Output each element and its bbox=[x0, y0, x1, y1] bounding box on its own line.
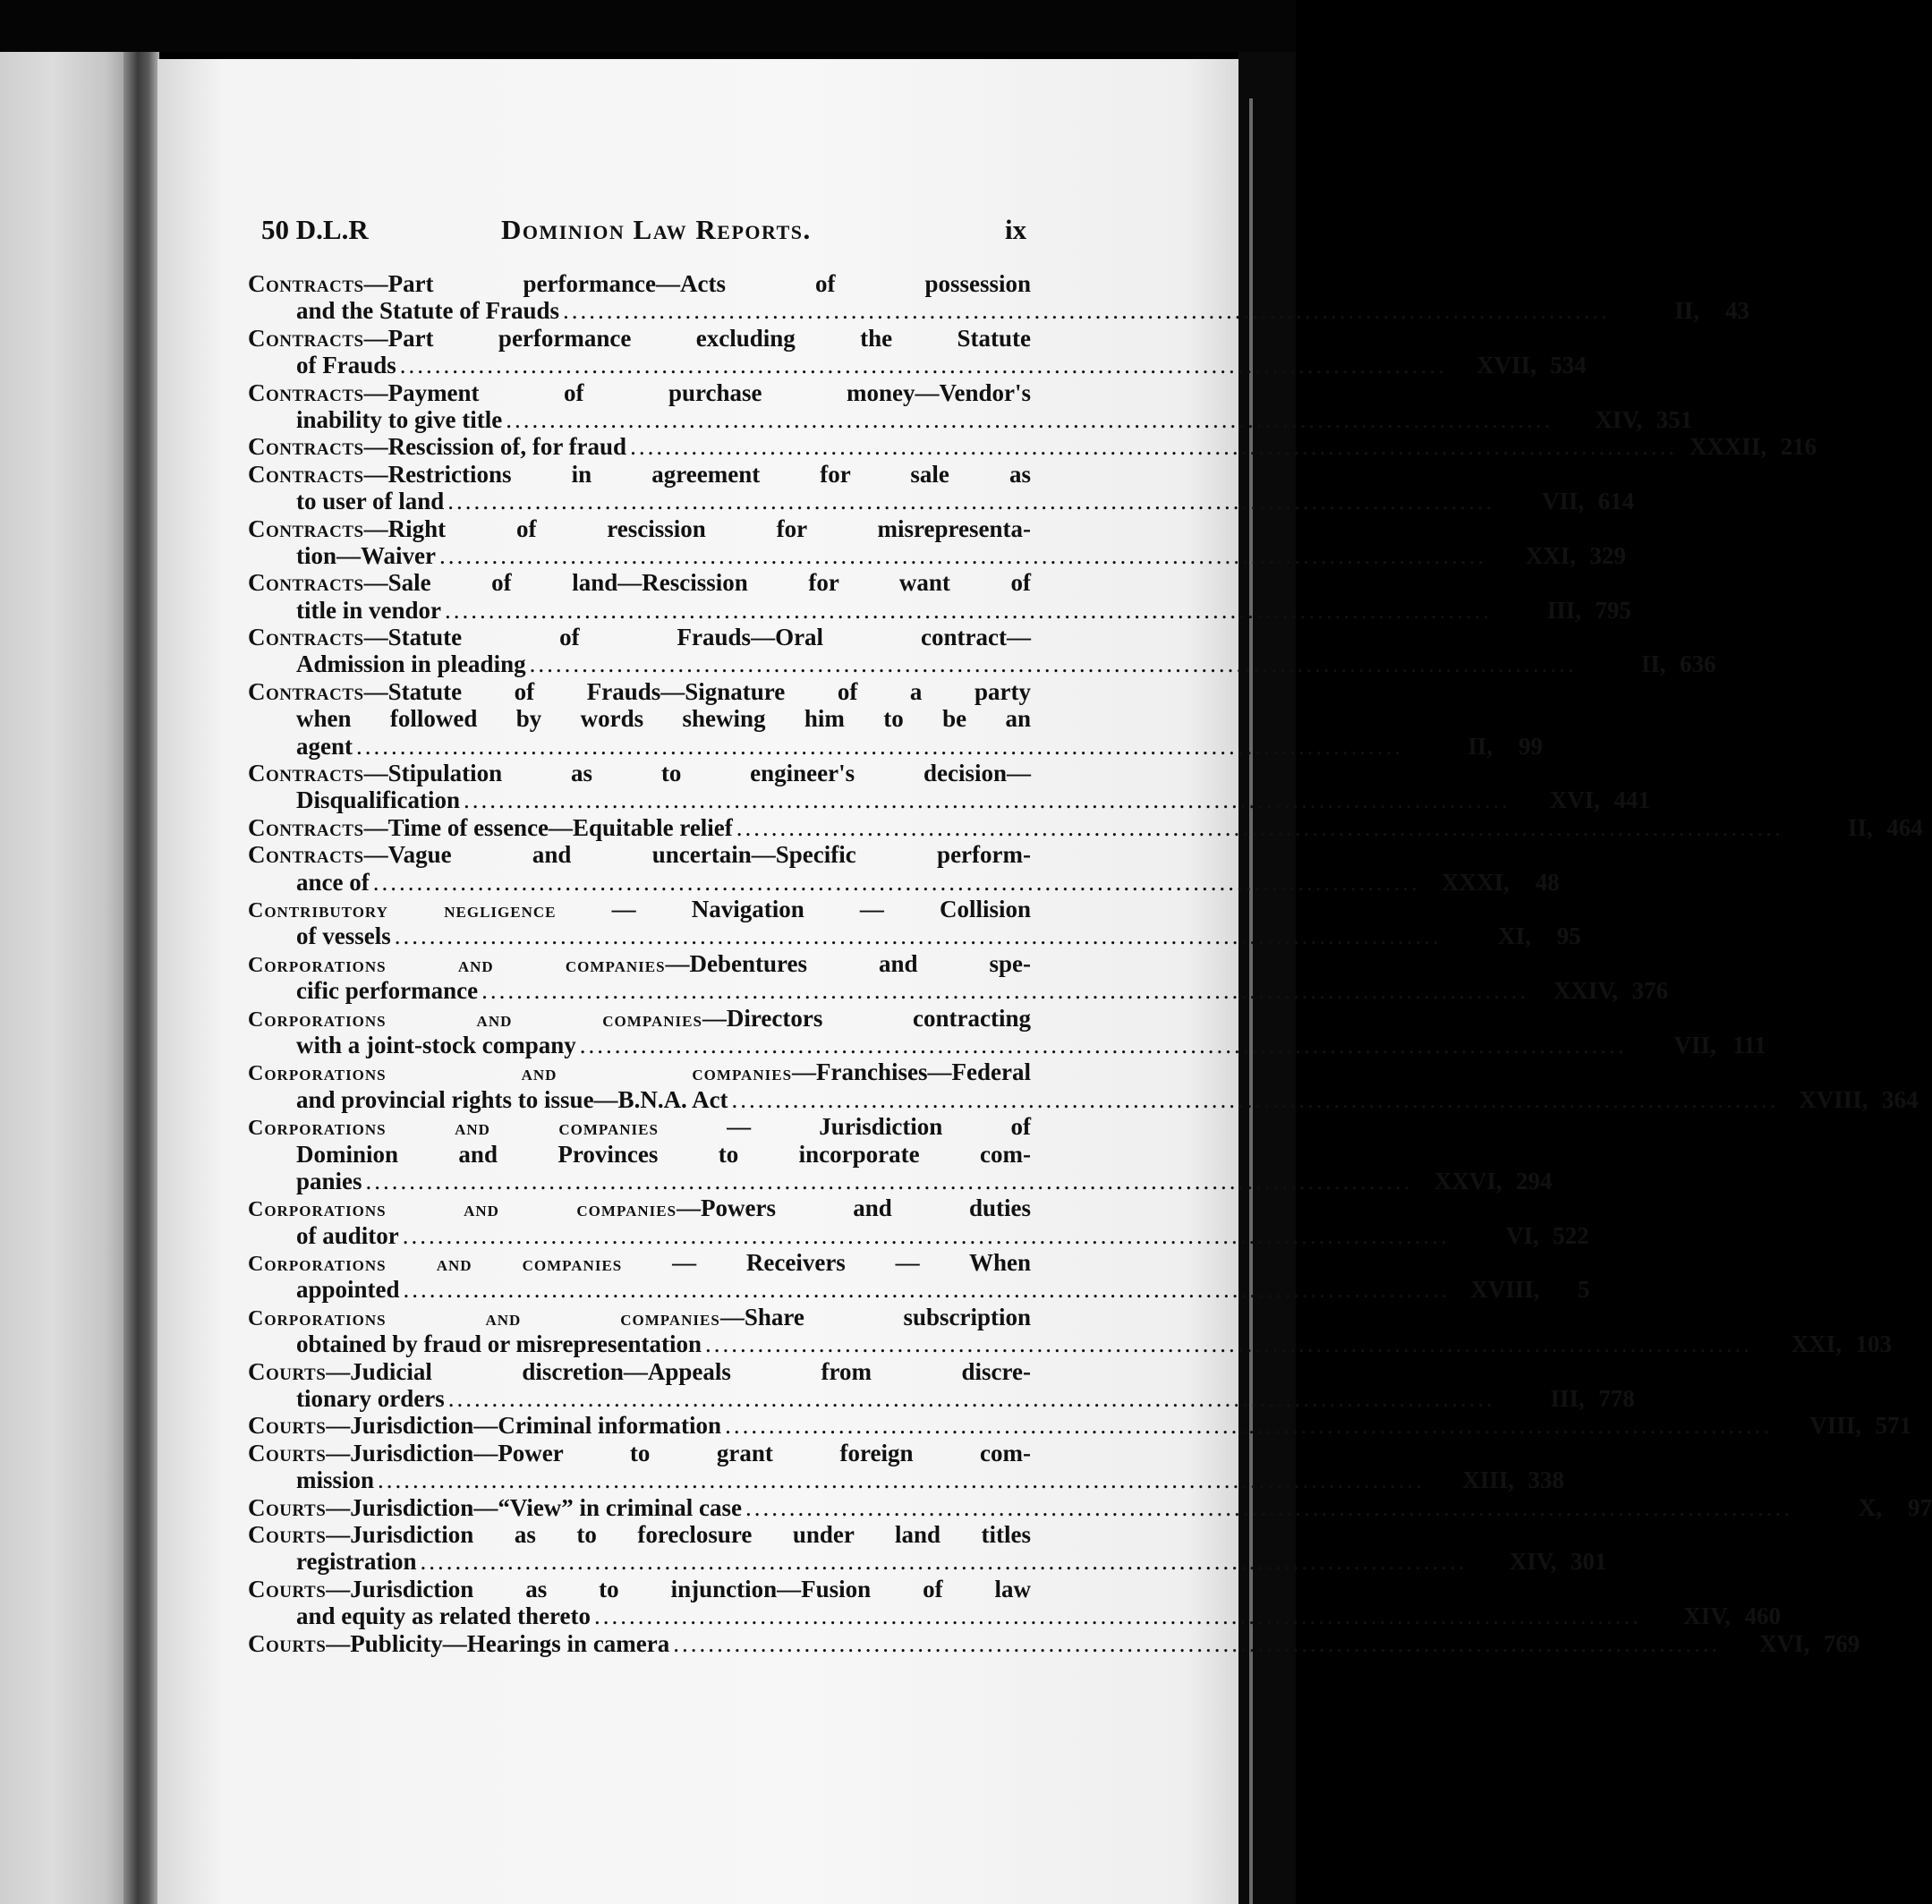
citation bbox=[1495, 597, 1631, 624]
entry-subject: of auditor bbox=[296, 1221, 399, 1249]
entry-text bbox=[296, 1548, 416, 1575]
entry-line bbox=[248, 760, 1031, 786]
entry-line bbox=[248, 1358, 1031, 1385]
entry-heading: Contracts bbox=[248, 378, 364, 406]
citation bbox=[1681, 433, 1817, 460]
index-entry bbox=[248, 1493, 1932, 1521]
facing-page-edge bbox=[0, 52, 132, 1904]
index-entry bbox=[248, 1303, 1893, 1358]
entry-line bbox=[248, 1412, 1912, 1440]
entry-line bbox=[248, 841, 1031, 868]
citation bbox=[1580, 650, 1716, 677]
entry-subject: ance of bbox=[296, 868, 370, 896]
entry-line bbox=[248, 1466, 1565, 1494]
entry-line bbox=[248, 1221, 1589, 1249]
entry-heading: Contracts bbox=[248, 813, 364, 841]
entry-line bbox=[248, 732, 1543, 760]
entry-line bbox=[248, 624, 1031, 650]
citation-page: 464 bbox=[1886, 813, 1923, 841]
entry-text bbox=[296, 786, 460, 813]
entry-line bbox=[248, 977, 1669, 1005]
entry-line bbox=[248, 1304, 1031, 1330]
running-head-volume: 50 D.L.R bbox=[261, 214, 369, 245]
entry-subject: Admission in pleading bbox=[296, 650, 526, 678]
entry-subject: inability to give title bbox=[296, 405, 503, 433]
entry-subject: title in vendor bbox=[296, 596, 441, 624]
citation-page: 294 bbox=[1516, 1167, 1553, 1194]
entry-subject: mission bbox=[296, 1466, 375, 1494]
citation bbox=[1783, 1086, 1919, 1113]
entry-heading: Corporations and companies bbox=[248, 1253, 623, 1277]
entry-line bbox=[248, 433, 1817, 461]
entry-subject: —Directors contracting bbox=[702, 1004, 1031, 1032]
entry-subject: —Time of essence—Equitable relief bbox=[363, 813, 733, 841]
index-entry bbox=[248, 270, 1750, 325]
citation-volume: VI, bbox=[1505, 1221, 1539, 1249]
citation-volume: XVIII, bbox=[1799, 1085, 1868, 1113]
citation-page: 216 bbox=[1780, 433, 1817, 461]
citation bbox=[1645, 1602, 1781, 1629]
entry-line bbox=[248, 650, 1716, 678]
index-entry bbox=[248, 1194, 1589, 1249]
entry-line bbox=[248, 515, 1031, 542]
citation bbox=[1499, 1385, 1635, 1412]
entry-text bbox=[296, 488, 444, 514]
entry-heading: Contracts bbox=[248, 677, 364, 705]
page-number: ix bbox=[1005, 214, 1027, 245]
running-head-title: Dominion Law Reports. bbox=[501, 214, 812, 245]
citation-volume: II, bbox=[1640, 650, 1666, 678]
entry-subject: — Receivers — When bbox=[622, 1249, 1031, 1277]
citation-page: 769 bbox=[1823, 1629, 1860, 1657]
entry-text bbox=[296, 650, 526, 677]
index-entry bbox=[248, 1520, 1607, 1576]
citation-volume: XVIII, bbox=[1470, 1276, 1540, 1304]
entry-text bbox=[296, 352, 396, 378]
entry-heading: Courts bbox=[248, 1412, 327, 1440]
entry-line bbox=[248, 1276, 1590, 1304]
index-entry bbox=[248, 895, 1581, 950]
entry-heading: Corporations and companies bbox=[248, 1306, 720, 1330]
entry-line bbox=[248, 1440, 1031, 1466]
entry-subject: registration bbox=[296, 1548, 417, 1576]
citation-volume: XXXI, bbox=[1441, 868, 1510, 896]
dot-leader: ........................................................................................................................ bbox=[673, 1629, 1721, 1657]
entry-heading: Corporations and companies bbox=[248, 1117, 659, 1141]
index-entry bbox=[248, 1113, 1553, 1194]
entry-text bbox=[296, 597, 441, 624]
dot-leader: ........................................................................................................................ bbox=[378, 1466, 1426, 1494]
entry-line bbox=[248, 1385, 1635, 1413]
citation bbox=[1454, 1276, 1590, 1303]
index-entry bbox=[248, 1439, 1565, 1494]
citation bbox=[1417, 1168, 1553, 1194]
citation-page: 571 bbox=[1875, 1412, 1912, 1440]
dot-leader: ........................................................................................................................ bbox=[464, 786, 1511, 814]
dot-leader: ........................................................................................................................ bbox=[403, 1276, 1451, 1304]
citation-volume: XIII, bbox=[1462, 1466, 1515, 1494]
entry-subject: —Vague and uncertain—Specific perform- bbox=[363, 841, 1031, 869]
entry-subject: —Powers and duties bbox=[677, 1194, 1031, 1222]
citation bbox=[1613, 297, 1749, 324]
entry-subject: — Jurisdiction of bbox=[658, 1113, 1031, 1141]
citation-page: 795 bbox=[1595, 596, 1631, 624]
citation-page: 301 bbox=[1570, 1548, 1607, 1576]
index-entry bbox=[248, 677, 1543, 760]
citation bbox=[1490, 542, 1626, 569]
citation-page: 778 bbox=[1598, 1385, 1635, 1413]
citation-page: 614 bbox=[1597, 488, 1635, 515]
index-entry bbox=[248, 813, 1923, 841]
index-entry bbox=[248, 1249, 1590, 1304]
entry-line bbox=[248, 922, 1581, 950]
citation-volume: XXI, bbox=[1525, 541, 1576, 569]
entry-line bbox=[248, 1058, 1031, 1085]
entry-text bbox=[296, 1330, 702, 1357]
citation bbox=[1514, 786, 1650, 813]
citation-volume: II, bbox=[1674, 297, 1700, 325]
citation-volume: X, bbox=[1858, 1493, 1883, 1521]
entry-text bbox=[296, 542, 436, 569]
entry-line bbox=[248, 405, 1693, 433]
entry-heading: Contracts bbox=[248, 760, 364, 787]
citation-page: 460 bbox=[1744, 1602, 1781, 1630]
citation bbox=[1451, 352, 1587, 378]
citation-volume: XVII, bbox=[1477, 352, 1536, 379]
citation-page: 636 bbox=[1680, 650, 1716, 678]
citation-volume: III, bbox=[1550, 1385, 1585, 1413]
entry-heading: Courts bbox=[248, 1629, 327, 1657]
entry-heading: Contracts bbox=[248, 624, 364, 651]
index-entry bbox=[248, 514, 1626, 570]
entry-text bbox=[296, 733, 353, 760]
entry-heading: Contracts bbox=[248, 270, 364, 297]
entry-text bbox=[248, 814, 733, 841]
citation bbox=[1630, 1032, 1766, 1058]
entry-line bbox=[248, 541, 1626, 569]
entry-heading: Courts bbox=[248, 1575, 327, 1602]
citation bbox=[1756, 1330, 1892, 1357]
entry-line bbox=[248, 297, 1750, 325]
entry-heading: Contracts bbox=[248, 569, 364, 597]
citation-volume: XXVI, bbox=[1434, 1167, 1502, 1194]
entry-subject: tionary orders bbox=[296, 1385, 445, 1413]
citation-volume: VII, bbox=[1673, 1031, 1716, 1058]
dot-leader: ........................................................................................................................ bbox=[420, 1548, 1468, 1576]
entry-line bbox=[248, 868, 1560, 896]
entry-line bbox=[248, 1085, 1919, 1113]
entry-subject: —Restrictions in agreement for sale as bbox=[363, 460, 1031, 488]
entry-subject: —Debentures and spe- bbox=[665, 949, 1032, 977]
entry-subject: —Statute of Frauds—Oral contract— bbox=[363, 624, 1031, 651]
citation bbox=[1775, 1412, 1911, 1439]
entry-heading: Corporations and companies bbox=[248, 1062, 793, 1086]
entry-text bbox=[296, 1466, 374, 1493]
entry-subject: agent bbox=[296, 732, 353, 760]
dot-leader: ........................................................................................................................ bbox=[563, 297, 1611, 325]
entry-subject: —Jurisdiction as to foreclosure under land titles bbox=[326, 1520, 1031, 1548]
index-entry bbox=[248, 841, 1560, 896]
entry-text bbox=[248, 1630, 669, 1657]
index-entry bbox=[248, 1412, 1912, 1440]
dot-leader: ........................................................................................................................ bbox=[731, 1085, 1779, 1113]
citation bbox=[1787, 814, 1923, 841]
entry-line bbox=[248, 379, 1031, 406]
index-entry bbox=[248, 378, 1693, 434]
dot-leader: ........................................................................................................................ bbox=[447, 488, 1495, 515]
entry-heading: Corporations and companies bbox=[248, 953, 666, 977]
entry-subject: —Jurisdiction—“View” in criminal case bbox=[326, 1493, 743, 1521]
citation-volume: XIV, bbox=[1509, 1548, 1557, 1576]
citation-page: 364 bbox=[1882, 1085, 1919, 1113]
entry-subject: —Judicial discretion—Appeals from discre- bbox=[326, 1357, 1031, 1385]
index-entry bbox=[248, 1629, 1860, 1657]
entry-line bbox=[248, 596, 1631, 624]
citation-volume: II, bbox=[1468, 732, 1493, 760]
index-entry bbox=[248, 1357, 1635, 1413]
entry-text bbox=[248, 1494, 742, 1521]
entry-line bbox=[248, 488, 1635, 515]
entry-line bbox=[248, 813, 1923, 841]
citation-page: 43 bbox=[1725, 297, 1750, 325]
index-entry bbox=[248, 433, 1817, 461]
citation-page: 48 bbox=[1535, 868, 1560, 896]
entry-line bbox=[248, 352, 1587, 379]
index-entry bbox=[248, 624, 1716, 678]
dot-leader: ........................................................................................................................ bbox=[579, 1031, 1627, 1058]
entry-subject: of vessels bbox=[296, 922, 391, 950]
dot-leader: ........................................................................................................................ bbox=[439, 541, 1486, 569]
entry-line bbox=[248, 950, 1031, 977]
dot-leader: ........................................................................................................................ bbox=[725, 1412, 1773, 1440]
entry-text bbox=[296, 1032, 576, 1058]
citation bbox=[1532, 977, 1668, 1004]
dot-leader: ........................................................................................................................ bbox=[447, 1385, 1495, 1413]
entry-subject: — Navigation — Collision bbox=[556, 895, 1032, 922]
citation-page: 441 bbox=[1613, 786, 1651, 814]
citation-volume: XXI, bbox=[1791, 1330, 1843, 1358]
entry-line bbox=[248, 1005, 1031, 1032]
entry-line bbox=[248, 1629, 1860, 1657]
dot-leader: ........................................................................................................................ bbox=[394, 922, 1442, 950]
index-entry bbox=[248, 760, 1651, 814]
entry-subject: appointed bbox=[296, 1276, 400, 1304]
entry-subject: —Rescission of, for fraud bbox=[363, 433, 627, 461]
entry-line bbox=[248, 1031, 1766, 1058]
entry-line bbox=[248, 325, 1031, 352]
entry-heading: Contracts bbox=[248, 514, 364, 542]
entry-subject: and equity as related thereto bbox=[296, 1602, 591, 1630]
entry-text bbox=[248, 433, 626, 460]
entry-heading: Corporations and companies bbox=[248, 1198, 677, 1222]
entry-text bbox=[296, 869, 370, 896]
entry-text bbox=[296, 297, 559, 324]
entry-line bbox=[248, 1249, 1031, 1276]
citation-page: 351 bbox=[1655, 405, 1693, 433]
entry-line bbox=[248, 1493, 1932, 1521]
citation bbox=[1556, 406, 1692, 433]
dot-leader: ........................................................................................................................ bbox=[445, 596, 1492, 624]
citation-page: 111 bbox=[1732, 1031, 1766, 1058]
entry-subject: obtained by fraud or misrepresentation bbox=[296, 1330, 702, 1358]
citation bbox=[1428, 1466, 1564, 1493]
entry-subject: —Jurisdiction as to injunction—Fusion of law bbox=[326, 1575, 1031, 1602]
entry-text bbox=[296, 406, 502, 433]
entry-line bbox=[248, 786, 1651, 814]
dot-leader: ........................................................................................................................ bbox=[402, 1221, 1450, 1249]
entry-subject: with a joint-stock company bbox=[296, 1031, 576, 1058]
citation-volume: XXIV, bbox=[1553, 977, 1619, 1005]
citation-page: 376 bbox=[1631, 977, 1669, 1005]
citation-volume: XIV, bbox=[1683, 1602, 1731, 1630]
index-entry bbox=[248, 324, 1587, 379]
index-entry bbox=[248, 1575, 1781, 1630]
entry-text bbox=[296, 922, 391, 949]
dot-leader: ........................................................................................................................ bbox=[372, 868, 1420, 896]
entry-line bbox=[248, 1141, 1031, 1168]
entry-subject: —Right of rescission for misrepresenta- bbox=[363, 514, 1031, 542]
entry-text bbox=[296, 1602, 591, 1629]
entry-line bbox=[248, 1194, 1031, 1221]
entry-line bbox=[248, 1602, 1781, 1630]
entry-heading: Corporations and companies bbox=[248, 1007, 702, 1032]
dot-leader: ........................................................................................................................ bbox=[745, 1493, 1793, 1521]
entry-subject: Disqualification bbox=[296, 786, 461, 814]
entry-text bbox=[296, 1222, 399, 1249]
entry-subject: —Statute of Frauds—Signature of a party bbox=[363, 677, 1031, 705]
index-entries bbox=[248, 270, 1932, 1657]
entry-subject: —Jurisdiction—Power to grant foreign com- bbox=[326, 1439, 1031, 1466]
entry-line bbox=[248, 1548, 1607, 1576]
citation-page: 338 bbox=[1528, 1466, 1565, 1494]
entry-subject: —Sale of land—Rescission for want of bbox=[363, 569, 1031, 597]
citation bbox=[1796, 1494, 1932, 1521]
entry-subject: tion—Waiver bbox=[296, 541, 436, 569]
citation-volume: VIII, bbox=[1809, 1412, 1862, 1440]
entry-subject: —Payment of purchase money—Vendor's bbox=[363, 378, 1031, 406]
entry-text bbox=[296, 1385, 445, 1412]
entry-line bbox=[248, 569, 1031, 596]
entry-line bbox=[248, 461, 1031, 488]
citation bbox=[1453, 1222, 1589, 1249]
citation-volume: XVI, bbox=[1549, 786, 1601, 814]
citation-page: 95 bbox=[1556, 922, 1581, 950]
entry-subject: cific performance bbox=[296, 977, 479, 1005]
citation-page: 97 bbox=[1908, 1493, 1932, 1521]
entry-line bbox=[248, 1576, 1031, 1602]
entry-heading: Contracts bbox=[248, 324, 364, 352]
citation bbox=[1470, 1548, 1606, 1575]
citation bbox=[1723, 1630, 1860, 1657]
index-entry bbox=[248, 1058, 1919, 1113]
dot-leader: ........................................................................................................................ bbox=[529, 650, 1577, 678]
book-gutter bbox=[123, 52, 159, 1904]
dot-leader: ........................................................................................................................ bbox=[630, 433, 1678, 461]
entry-subject: panies bbox=[296, 1167, 362, 1194]
entry-heading: Courts bbox=[248, 1439, 327, 1466]
dot-leader: ........................................................................................................................ bbox=[481, 977, 1529, 1005]
index-entry bbox=[248, 949, 1669, 1005]
scan-border-top bbox=[0, 0, 1296, 52]
entry-subject: when followed by words shewing him to be an bbox=[296, 705, 1031, 733]
entry-subject: —Jurisdiction—Criminal information bbox=[326, 1412, 722, 1440]
entry-subject: —Part performance excluding the Statute bbox=[363, 324, 1031, 352]
entry-text bbox=[296, 1168, 362, 1194]
entry-subject: —Publicity—Hearings in camera bbox=[326, 1629, 670, 1657]
entry-line bbox=[248, 1330, 1893, 1358]
dot-leader: ........................................................................................................................ bbox=[506, 405, 1553, 433]
citation-volume: VII, bbox=[1542, 488, 1585, 515]
entry-subject: —Part performance—Acts of possession bbox=[363, 270, 1031, 297]
citation-page: 103 bbox=[1855, 1330, 1893, 1358]
entry-text bbox=[296, 1276, 400, 1303]
entry-subject: —Share subscription bbox=[719, 1303, 1031, 1330]
citation-volume: III, bbox=[1546, 596, 1581, 624]
citation-page: 329 bbox=[1589, 541, 1626, 569]
index-entry bbox=[248, 569, 1631, 624]
citation-volume: II, bbox=[1848, 813, 1873, 841]
entry-line bbox=[248, 1113, 1031, 1140]
entry-subject: and provincial rights to issue—B.N.A. Act bbox=[296, 1085, 728, 1113]
dot-leader: ........................................................................................................................ bbox=[399, 352, 1447, 379]
entry-text bbox=[248, 1412, 721, 1439]
entry-line bbox=[248, 678, 1031, 705]
citation-volume: XI, bbox=[1497, 922, 1531, 950]
entry-line bbox=[248, 270, 1031, 297]
entry-subject: Dominion and Provinces to incorporate com- bbox=[296, 1140, 1031, 1168]
entry-heading: Courts bbox=[248, 1357, 327, 1385]
entry-line bbox=[248, 1521, 1031, 1548]
entry-text bbox=[296, 977, 478, 1004]
entry-heading: Contributory negligence bbox=[248, 898, 557, 922]
entry-heading: Courts bbox=[248, 1493, 327, 1521]
entry-line bbox=[248, 1167, 1553, 1194]
citation-page: 534 bbox=[1550, 352, 1587, 379]
entry-text bbox=[296, 1086, 728, 1113]
citation-page: 522 bbox=[1553, 1221, 1589, 1249]
dot-leader: ........................................................................................................................ bbox=[593, 1602, 1641, 1630]
citation-volume: XVI, bbox=[1759, 1629, 1810, 1657]
entry-subject: and the Statute of Frauds bbox=[296, 297, 560, 325]
entry-subject: —Franchises—Federal bbox=[792, 1058, 1031, 1086]
dot-leader: ........................................................................................................................ bbox=[705, 1330, 1753, 1358]
citation-volume: XXXII, bbox=[1689, 433, 1767, 461]
entry-subject: —Stipulation as to engineer's decision— bbox=[363, 760, 1031, 787]
entry-heading: Contracts bbox=[248, 841, 364, 869]
entry-line bbox=[248, 896, 1031, 922]
citation-volume: XIV, bbox=[1595, 405, 1643, 433]
dot-leader: ........................................................................................................................ bbox=[365, 1167, 1413, 1194]
citation bbox=[1424, 869, 1560, 896]
index-entry bbox=[248, 1004, 1766, 1059]
entry-heading: Contracts bbox=[248, 460, 364, 488]
index-entry bbox=[248, 460, 1635, 515]
entry-line bbox=[248, 705, 1031, 732]
entry-heading: Courts bbox=[248, 1520, 327, 1548]
entry-heading: Contracts bbox=[248, 433, 364, 461]
citation-page: 99 bbox=[1519, 732, 1543, 760]
entry-subject: to user of land bbox=[296, 488, 445, 515]
dot-leader: ........................................................................................................................ bbox=[736, 813, 1783, 841]
entry-subject: of Frauds bbox=[296, 352, 396, 379]
citation-page: 5 bbox=[1578, 1276, 1590, 1304]
dot-leader: ........................................................................................................................ bbox=[356, 732, 1403, 760]
citation bbox=[1498, 488, 1634, 514]
citation bbox=[1445, 922, 1581, 949]
citation bbox=[1407, 733, 1543, 760]
